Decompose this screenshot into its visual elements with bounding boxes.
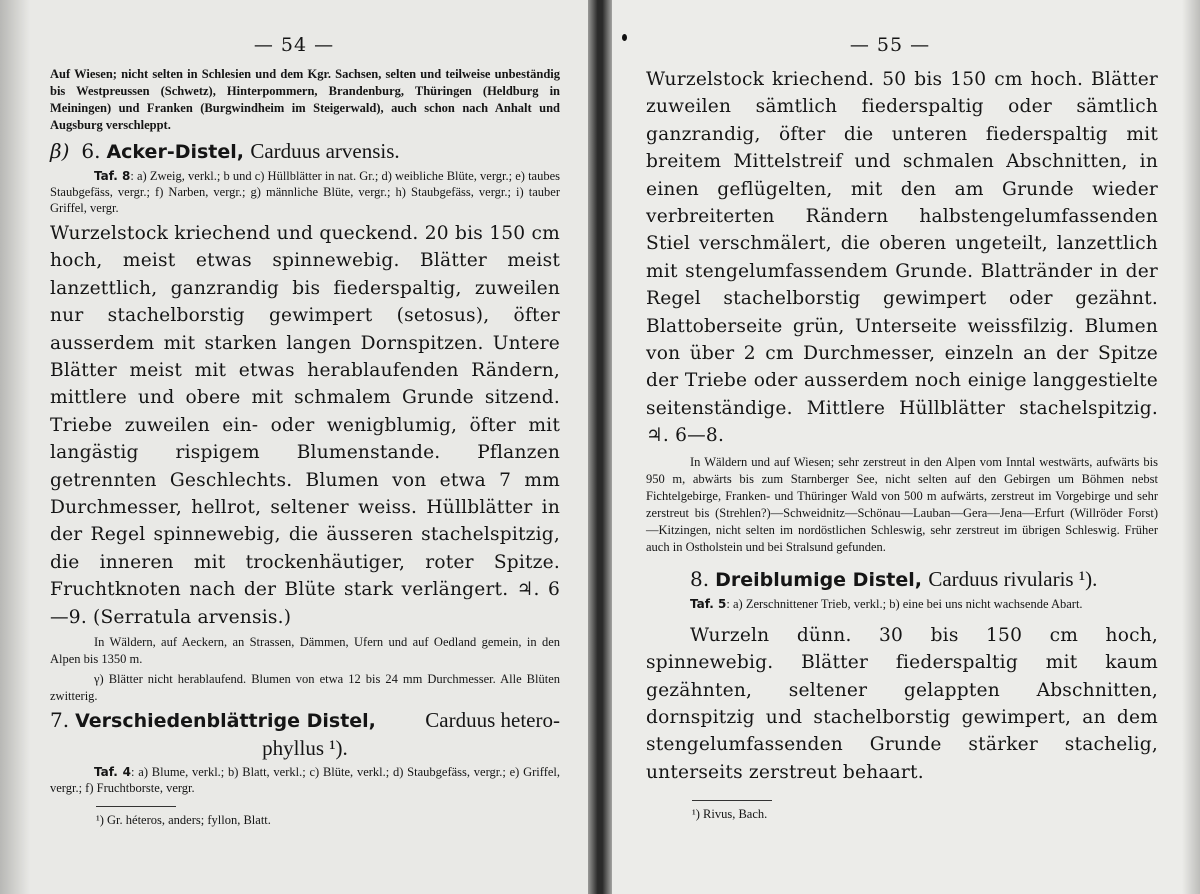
species-description: Wurzelstock kriechend. 50 bis 150 cm hoch. Blätter zuweilen sämtlich fiederspaltig oder sämtlich ganzrandig, öfter die unteren fiederspaltig mit breitem Mittelstreif und schmalen Abschnitten, in einen geflügelten, mit den am Grunde wieder verbreiterten Rändern halbstengelumfassenden Stiel verschmälert, die oberen ungeteilt, lanzettlich mit stengelumfassendem Grunde. Blattränder in der Regel stachelborstig gewimpert oder gezähnt. Blattoberseite grün, Unterseite weissfilzig. Blumen von über 2 cm Durchmesser, einzeln an der Spitze der Triebe oder ausserdem noch einige langgestielte seitenständige. Mittlere Hüllblätter stachelspitzig. ♃. 6—8. [646,69,1158,447]
plate-text: : a) Zerschnittener Trieb, verkl.; b) eine bei uns nicht wachsende Abart. [726,596,1083,611]
latin-name-part1: Carduus hetero- [425,708,560,733]
page-edge-shadow [0,0,30,894]
german-name: Acker-Distel, [106,141,244,163]
page-edge-shadow [1182,0,1200,894]
species-number: 6. [81,139,101,163]
plate-caption [646,596,1158,612]
german-name: Dreiblumige Distel, [715,568,922,591]
habitat-paragraph: In Wäldern, auf Aeckern, an Strassen, Dämmen, Ufern und auf Oedland gemein, in den Alpen bis 1350 m. [50,635,560,667]
species-number: 7. [50,708,70,733]
plate-reference: Taf. 5 [690,596,727,611]
variety-marker: β) [50,139,70,163]
species-heading-8 [646,566,1158,594]
species-description: Wurzeln dünn. 30 bis 150 cm hoch, spinnewebig. Blätter fiederspaltig mit kaum gezähnten, seltener gelappten Abschnitten, dornspitzig und stachelborstig gewimpert, an dem stengelumfassenden Grunde stärker stachelig, unterseits zerstreut behaart. [646,624,1158,783]
plate-caption [50,764,560,796]
page-number: — 54 — [253,34,335,56]
right-text-column [646,66,1158,822]
left-text-column [50,66,560,828]
latin-name-part2-line [50,735,560,762]
book-gutter [588,0,612,894]
latin-name-part2: phyllus ¹). [262,736,348,761]
german-name: Verschiedenblättrige Distel, [75,710,376,733]
species-number: 8. [690,566,710,591]
footnote: ¹) Gr. héteros, anders; fyllon, Blatt. [96,813,271,828]
variety-gamma-note: γ) Blätter nicht herablaufend. Blumen von etwa 12 bis 24 mm Durchmesser. Alle Blüten zwitterig. [50,672,560,704]
plate-reference: Taf. 8 [94,169,131,183]
right-page [612,0,1200,894]
footnote-rule [692,800,772,801]
latin-name: Carduus rivularis ¹). [928,566,1098,591]
species-heading-7 [50,707,560,735]
footnote-rule [96,806,176,807]
plate-text: : a) Zweig, verkl.; b und c) Hüllblätter in nat. Gr.; d) weibliche Blüte, vergr.; e) taubes Staubgefäss, vergr.; f) Narben, vergr.; g) männliche Blüte, vergr.; h) Staubgefäss, vergr.; i) tauber Griffel, vergr. [50,169,561,215]
left-page [0,0,588,894]
latin-name: Carduus arvensis. [250,139,400,163]
page-number: — 55 — [849,34,931,56]
species-heading-6 [50,138,560,166]
species-description: Wurzelstock kriechend und queckend. 20 bis 150 cm hoch, meist etwas spinnewebig. Blätter meist lanzettlich, ganzrandig bis fiederspaltig, zuweilen nur stachelborstig gewimpert (setosus), öfter ausserdem mit starken langen Dornspitzen. Untere Blätter meist mit etwas herablaufenden Rändern, mittlere und obere mit schmalem Grunde sitzend. Triebe zuweilen ein- oder wenigblumig, öfter mit langästig rispigem Blumenstande. Pflanzen getrennten Geschlechts. Blumen von etwa 7 mm Durchmesser, hellrot, seltener weiss. Hüllblätter in der Regel spinnewebig, die äusseren stachelspitzig, die inneren mit trockenhäutiger, roter Spitze. Fruchtknoten nach der Blüte stark verlängert. ♃. 6—9. (Serratula arvensis.) [50,223,560,628]
habitat-paragraph: Auf Wiesen; nicht selten in Schlesien und dem Kgr. Sachsen, selten und teilweise unbeständig bis Westpreussen (Schwetz), Hinterpommern, Brandenburg, Thüringen (Heldburg in Meiningen) und Franken (Burgwindheim im Steigerwald), auch schon nach Anhalt und Augsburg verschleppt. [50,67,560,132]
plate-caption [50,168,560,216]
habitat-paragraph: In Wäldern und auf Wiesen; sehr zerstreut in den Alpen vom Inntal westwärts, aufwärts bis 950 m, abwärts bis zum Starnberger See, nicht selten auf den Gebirgen um Böhmen nebst Fichtelgebirge, Franken- und Thüringer Wald von 500 m aufwärts, zerstreut im Vorgebirge und sehr zerstreut bis (Strehlen?)—Schweidnitz—Schönau—Lauban—Gera—Jena—Erfurt (Willröder Forst)—Kitzingen, nicht selten im nordöstlichen Schleswig, sehr zerstreut im übrigen Schleswig. Früher auch in Ostholstein und bei Stralsund gefunden. [646,454,1158,554]
plate-reference: Taf. 4 [94,765,132,780]
plate-text: : a) Blume, verkl.; b) Blatt, verkl.; c) Blüte, verkl.; d) Staubgefäss, vergr.; e) Griffel, vergr.; f) Fruchtborste, vergr. [50,765,561,796]
footnote: ¹) Rivus, Bach. [692,807,768,822]
